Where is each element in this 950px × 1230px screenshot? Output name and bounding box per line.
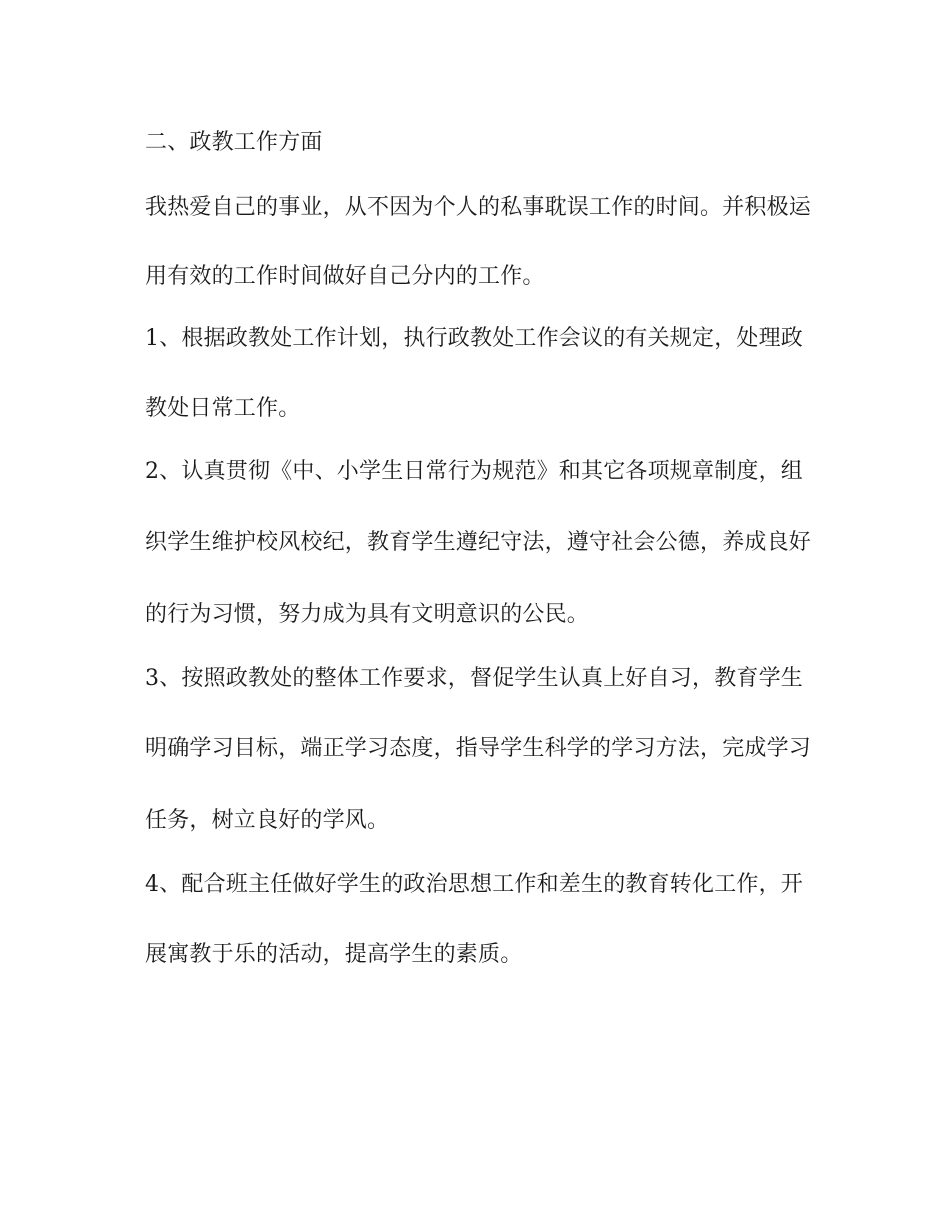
paragraph-line: 4、配合班主任做好学生的政治思想工作和差生的教育转化工作，开 [145,872,803,897]
paragraph-line: 任务，树立良好的学风。 [145,808,390,833]
paragraph-line: 2、认真贯彻《中、小学生日常行为规范》和其它各项规章制度，组 [145,459,803,484]
paragraph-line: 1、根据政教处工作计划，执行政教处工作会议的有关规定，处理政 [145,326,803,351]
paragraph-line: 用有效的工作时间做好自己分内的工作。 [145,264,545,289]
paragraph-line: 织学生维护校风校纪，教育学生遵纪守法，遵守社会公德，养成良好 [145,530,812,555]
section-heading: 二、政教工作方面 [145,130,323,155]
paragraph-line: 我热爱自己的事业，从不因为个人的私事耽误工作的时间。并积极运 [145,195,812,220]
paragraph-line: 展寓教于乐的活动，提高学生的素质。 [145,942,523,967]
paragraph-line: 明确学习目标，端正学习态度，指导学生科学的学习方法，完成学习 [145,736,812,761]
paragraph-line: 3、按照政教处的整体工作要求，督促学生认真上好自习，教育学生 [145,666,803,691]
paragraph-line: 教处日常工作。 [145,396,301,421]
paragraph-line: 的行为习惯，努力成为具有文明意识的公民。 [145,602,590,627]
